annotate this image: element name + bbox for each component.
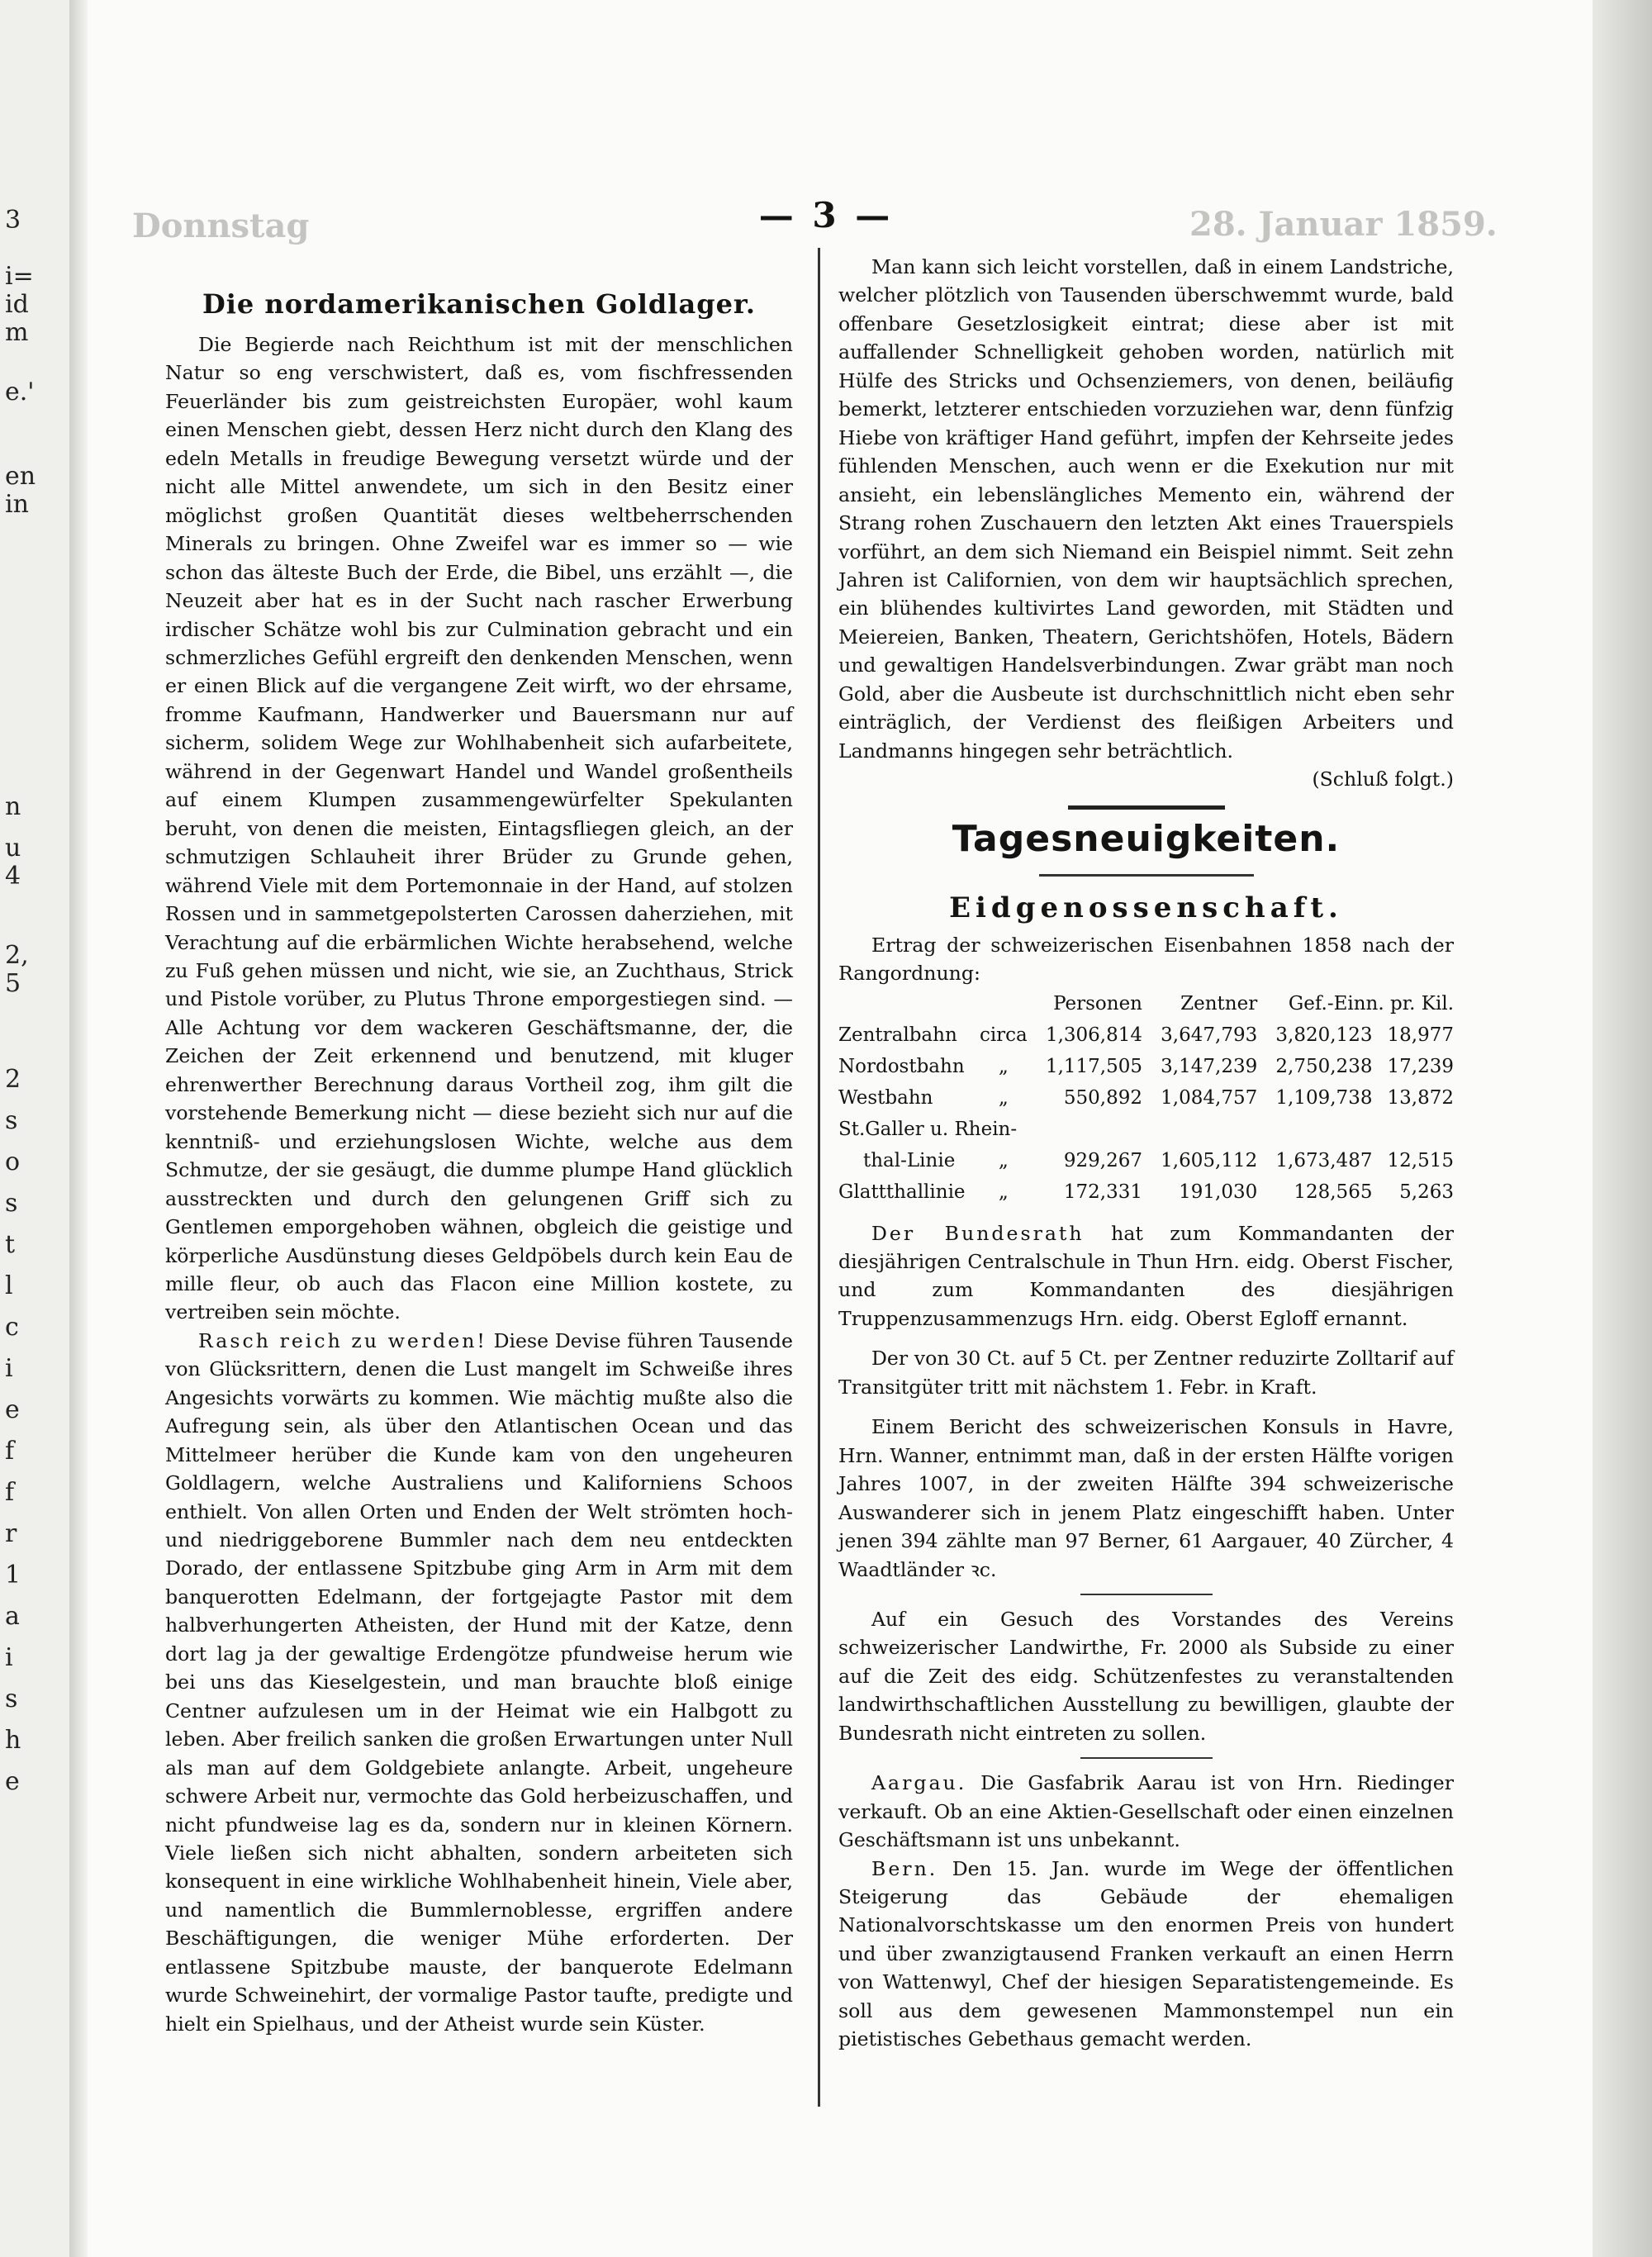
news-item: Einem Bericht des schweizerischen Konsuls in Havre, Hrn. Wanner, entnimmt man, daß in der ersten Hälfte vorigen Jahres 1007, in der zweiten Hälfte 394 schweizerische Auswanderer sich in jenem Platz eingeschifft haben. Unter jenen 394 zählte man 97 Berner, 61 Aargauer, 40 Zürcher, 4 Waadtländer ꝛc. bbox=[838, 1415, 1454, 1581]
cell-zentner: 1,605,112 bbox=[1161, 1149, 1258, 1171]
cell-personen: 1,117,505 bbox=[1045, 1055, 1142, 1077]
bleed-fragment: c bbox=[5, 1313, 19, 1342]
table-intro: Ertrag der schweizerischen Eisenbahnen 1858 nach der Rangordnung: bbox=[838, 933, 1454, 986]
right-column bbox=[838, 253, 1454, 2054]
cell-zentner: 191,030 bbox=[1179, 1181, 1258, 1203]
item-divider bbox=[1080, 1594, 1213, 1595]
news-item bbox=[838, 1855, 1454, 2054]
cell-per-kil: 5,263 bbox=[1399, 1181, 1454, 1203]
news-item: Auf ein Gesuch des Vorstandes des Vereins schweizerischer Landwirthe, Fr. 2000 als Subside zu einer auf die Zeit des eidg. Schützenfestes zu veranstaltenden landwirthschaftlichen Ausstellung zu bewilligen, glaubte der Bundesrath nicht eintreten zu sollen. bbox=[838, 1607, 1454, 1745]
bleed-fragment: s bbox=[5, 1189, 18, 1218]
bleed-fragment: 4 bbox=[5, 862, 21, 891]
bleed-fragment: n bbox=[5, 792, 21, 821]
column-header: Zentner bbox=[1180, 992, 1258, 1014]
bleed-fragment: i bbox=[5, 1643, 13, 1672]
bleed-fragment: o bbox=[5, 1148, 21, 1176]
bleed-fragment: r bbox=[5, 1519, 17, 1548]
section-rule bbox=[1039, 874, 1254, 877]
news-text: hat zum Kommandanten der diesjährigen Centralschule in Thun Hrn. eidg. Oberst Fischer, und zum Kommandanten des diesjährigen Truppenzusammenzugs Hrn. eidg. Oberst Egloff ernannt. bbox=[838, 1221, 1454, 1330]
bleed-fragment: 2, bbox=[5, 941, 29, 970]
section-rule bbox=[1068, 805, 1225, 810]
railway-name: St.Galler u. Rhein- bbox=[838, 1118, 1018, 1140]
bleed-fragment: e bbox=[5, 1767, 20, 1796]
bleed-fragment: i bbox=[5, 1354, 13, 1383]
column-header: Gef.-Einn. pr. Kil. bbox=[1288, 992, 1454, 1014]
cell-zentner: 3,647,793 bbox=[1161, 1024, 1258, 1046]
railway-name: Nordostbahn bbox=[838, 1055, 965, 1077]
row-mark: circa bbox=[979, 1024, 1028, 1046]
cell-einnahmen: 3,820,123 bbox=[1275, 1024, 1373, 1046]
bleed-fragment: h bbox=[5, 1726, 21, 1755]
cell-einnahmen: 128,565 bbox=[1294, 1181, 1373, 1203]
left-column bbox=[165, 263, 793, 2038]
article-paragraph: Die Begierde nach Reichthum ist mit der menschlichen Natur so eng verschwistert, daß es, vom fischfressenden Feuerländer bis zum geistreichsten Europäer, wohl kaum einen Menschen giebt, dessen Herz nicht durch den Klang des edeln Metalls in freudige Bewegung versetzt würde und der nicht alle Mittel anwendete, um sich in den Besitz einer möglichst großen Quantität dieses weltbeherrschenden Minerals zu bringen. Ohne Zweifel war es immer so — wie schon das älteste Buch der Erde, die Bibel, uns erzählt —, die Neuzeit aber hat es in der Sucht nach rascher Erwerbung irdischer Schätze wohl bis zur Culmination gebracht und ein schmerzliches Gefühl ergreift den denkenden Menschen, wenn er einen Blick auf die vergangene Zeit wirft, wo der ehrsame, fromme Kaufmann, Handwerker und Bauersmann nur auf sicherm, solidem Wege zur Wohlhabenheit sich aufarbeitete, während in der Gegenwart Handel und Wandel großentheils auf einem Klumpen zusammengewürfelter Spekulanten beruht, von denen die meisten, Eintagsfliegen gleich, an der schmutzigen Schlauheit ihrer Brüder zu Grunde gehen, während Viele mit dem Portemonnaie in der Hand, auf stolzen Rossen und in sammetgepolsterten Carossen daherziehen, mit Verachtung auf die erbärmlichen Wichte herabsehend, welche zu Fuß gehen müssen und nicht, wie sie, an Zuchthaus, Strick und Pistole vorüber, zu Plutus Throne emporgestiegen sind. — Alle Achtung vor dem wackeren Geschäftsmanne, der, die Zeichen der Zeit erkennend und benutzend, mit kluger ehrenwerther Berechnung daraus Vortheil zog, ihm gilt die vorstehende Bemerkung nicht — diese bezieht sich nur auf die kenntniß- und erziehungslosen Wichte, welche aus dem Schmutze, der sie gesäugt, die dumme plumpe Hand glücklich ausstreckten und durch den gelungenen Griff sich zu Gentlemen emporgehoben wähnen, obgleich die geistige und körperliche Ausdünstung dieses Geldpöbels durch kein Eau de mille fleur, ob auch das Flacon eine Million kostete, zu vertreiben sein möchte. bbox=[165, 333, 793, 1324]
item-divider bbox=[1080, 1757, 1213, 1759]
bleed-fragment: e.' bbox=[5, 378, 35, 406]
cell-personen: 172,331 bbox=[1063, 1181, 1142, 1203]
paragraph-lead: Rasch reich zu werden! bbox=[198, 1328, 487, 1352]
news-lead: Aargau. bbox=[871, 1771, 967, 1795]
bleed-fragment: l bbox=[5, 1271, 13, 1300]
cell-einnahmen: 2,750,238 bbox=[1275, 1055, 1373, 1077]
railway-name: thal-Linie bbox=[863, 1149, 956, 1171]
railway-revenue-table bbox=[838, 988, 1454, 1208]
bleed-fragment: s bbox=[5, 1684, 18, 1713]
bleed-fragment: t bbox=[5, 1230, 16, 1259]
cell-per-kil: 13,872 bbox=[1387, 1086, 1454, 1109]
cell-einnahmen: 1,673,487 bbox=[1275, 1149, 1373, 1171]
row-mark: „ bbox=[998, 1149, 1009, 1171]
bleed-fragment: 1 bbox=[5, 1561, 21, 1589]
column-divider bbox=[818, 248, 820, 2107]
news-text: Die Gasfabrik Aarau ist von Hrn. Riedinger verkauft. Ob an eine Aktien-Gesellschaft oder einen einzelnen Geschäftsmann ist uns unbekannt. bbox=[838, 1771, 1454, 1852]
bleed-fragment: 3 bbox=[5, 206, 21, 235]
news-item bbox=[838, 1769, 1454, 1854]
news-item: Der von 30 Ct. auf 5 Ct. per Zentner reduzirte Zolltarif auf Transitgüter tritt mit nächstem 1. Febr. in Kraft. bbox=[838, 1347, 1454, 1399]
bleed-fragment: i= bbox=[5, 262, 34, 291]
table-header-row bbox=[838, 988, 1454, 1019]
cell-personen: 550,892 bbox=[1063, 1086, 1142, 1109]
page-gutter-shadow bbox=[69, 0, 88, 2257]
bleed-fragment: m bbox=[5, 318, 29, 347]
cell-per-kil: 18,977 bbox=[1387, 1024, 1454, 1046]
page-right-edge bbox=[1593, 0, 1652, 2257]
cell-per-kil: 17,239 bbox=[1387, 1055, 1454, 1077]
bleed-fragment: f bbox=[5, 1478, 15, 1507]
news-text: Den 15. Jan. wurde im Wege der öffentlichen Steigerung das Gebäude der ehemaligen Nationalvorschtskasse um den enormen Preis von hundert und über zwanzigtausend Franken verkauft an einen Herrn von Wattenwyl, Chef der hiesigen Separatistengemeinde. Es soll aus dem gewesenen Mammonstempel nun ein pietistisches Gebethaus gemacht werden. bbox=[838, 1856, 1454, 2051]
row-mark: „ bbox=[998, 1055, 1009, 1077]
table-row bbox=[838, 1176, 1454, 1208]
table-row bbox=[838, 1082, 1454, 1114]
news-lead: Bern. bbox=[871, 1856, 938, 1880]
cell-einnahmen: 1,109,738 bbox=[1275, 1086, 1373, 1109]
adjacent-page-strip bbox=[0, 0, 72, 2257]
article-continuation: Man kann sich leicht vorstellen, daß in einem Landstriche, welcher plötzlich von Tausenden überschwemmt wurde, bald offenbare Gesetzlosigkeit eintrat; diese aber ist mit auffallender Schnelligkeit gehoben worden, natürlich mit Hülfe des Stricks und Ochsenziemers, von denen, beiläufig bemerkt, letzterer entschieden vorzuziehen war, denn fünfzig Hiebe von kräftiger Hand geführt, impfen der Kehrseite jedes fühlenden Menschen, auch wenn er die Exekution nur mit ansieht, ein lebenslängliches Memento ein, während der Strang rohen Zuschauern den letzten Akt eines Trauerspiels vorführt, an dem sich Niemand ein Beispiel nimmt. Seit zehn Jahren ist Californien, von dem wir hauptsächlich sprechen, ein blühendes kultivirtes Land geworden, mit Städten und Meiereien, Banken, Theatern, Gerichtshöfen, Hotels, Bädern und gewaltigen Handelsverbindungen. Zwar gräbt man noch Gold, aber die Ausbeute ist durchschnittlich nicht eben sehr einträglich, der Verdienst des fleißigen Arbeiters und Landmanns hingegen sehr beträchtlich. bbox=[838, 255, 1454, 763]
bleed-fragment: a bbox=[5, 1602, 20, 1631]
article-paragraph bbox=[165, 1327, 793, 2038]
railway-name: Zentralbahn bbox=[838, 1024, 957, 1046]
bleed-fragment: u bbox=[5, 834, 21, 862]
page-number: — 3 — bbox=[758, 195, 894, 235]
cell-personen: 1,306,814 bbox=[1045, 1024, 1142, 1046]
railway-name: Westbahn bbox=[838, 1086, 933, 1109]
bleed-fragment: e bbox=[5, 1395, 20, 1424]
railway-name: Glattthallinie bbox=[838, 1181, 966, 1203]
cell-personen: 929,267 bbox=[1063, 1149, 1142, 1171]
table-row bbox=[838, 1051, 1454, 1082]
bleed-fragment: 2 bbox=[5, 1065, 21, 1094]
table-row bbox=[838, 1019, 1454, 1051]
news-item bbox=[838, 1219, 1454, 1333]
table-row bbox=[838, 1145, 1454, 1176]
cell-per-kil: 12,515 bbox=[1387, 1149, 1454, 1171]
cell-zentner: 3,147,239 bbox=[1161, 1055, 1258, 1077]
table-row bbox=[838, 1114, 1454, 1145]
bleed-fragment: in bbox=[5, 490, 29, 519]
paragraph-text: Diese Devise führen Tausende von Glücksrittern, denen die Lust mangelt im Schweiße ihres Angesichts vorwärts zu kommen. Wie mächtig mußte also die Aufregung sein, als über den Atlantischen Ocean und das Mittelmeer herüber die Kunde kam von den ungeheuren Goldlagern, welche Australiens und Kaliforniens Schoos enthielt. Von allen Orten und Enden der Welt strömten hoch- und niedriggeborene Bummler nach dem neu entdeckten Dorado, der entlassene Spitzbube ging Arm in Arm mit dem banquerotten Edelmann, der fortgejagte Pastor mit dem halbverhungerten Atheisten, der Hund mit der Katze, denn dort lag ja der gewaltige Erdengötze pfundweise herum wie bei uns das Kieselgestein, und man brauchte bloß einige Centner aufzulesen um in der Heimat wie ein Halbgott zu leben. Aber freilich sanken die großen Erwartungen unter Null als man auf dem Goldgebiete anlangte. Arbeit, ungeheure schwere Arbeit nur, vermochte das Gold herbeizuschaffen, und nicht pfundweise lag es da, sondern nur in kleinen Körnern. Viele ließen sich nicht abhalten, sondern arbeiteten sich konsequent in eine wirkliche Wohlhabenheit hinein, Viele aber, und namentlich die Bummlernoblesse, ergriffen andere Beschäftigungen, die weniger Mühe erforderten. Der entlassene Spitzbube mauste, der banquerote Edelmann wurde Schweinehirt, der vormalige Pastor taufte, predigte und hielt ein Spielhaus, und der Atheist wurde sein Küster. bbox=[165, 1328, 793, 2036]
section-title: Tagesneuigkeiten. bbox=[952, 817, 1341, 860]
subsection-title: Eidgenossenschaft. bbox=[949, 891, 1343, 924]
cell-zentner: 1,084,757 bbox=[1161, 1086, 1258, 1109]
row-mark: „ bbox=[998, 1086, 1009, 1109]
bleed-fragment: s bbox=[5, 1106, 18, 1135]
bleed-fragment: id bbox=[5, 290, 29, 319]
continued-note: (Schluß folgt.) bbox=[1312, 767, 1454, 791]
bleed-through-header-right: 28. Januar 1859. bbox=[1189, 205, 1498, 244]
article-title: Die nordamerikanischen Goldlager. bbox=[202, 288, 756, 320]
bleed-fragment: f bbox=[5, 1437, 15, 1466]
column-header: Personen bbox=[1053, 992, 1142, 1014]
news-lead: Der Bundesrath bbox=[871, 1221, 1085, 1245]
bleed-fragment: 5 bbox=[5, 969, 21, 998]
bleed-through-header-left: Donnstag bbox=[132, 207, 310, 245]
row-mark: „ bbox=[998, 1181, 1009, 1203]
bleed-fragment: en bbox=[5, 462, 36, 491]
